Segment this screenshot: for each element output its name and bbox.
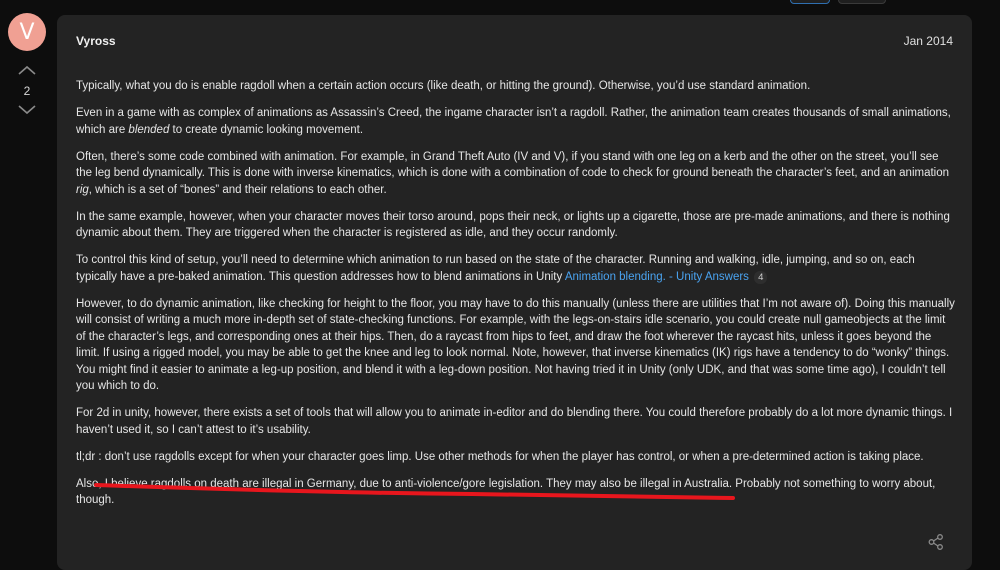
- avatar-letter: V: [19, 19, 35, 45]
- unity-answers-link[interactable]: Animation blending. - Unity Answers: [564, 270, 749, 283]
- post-date[interactable]: Jan 2014: [903, 34, 953, 48]
- link-click-count: 4: [754, 271, 767, 284]
- paragraph: Often, there’s some code combined with animation. For example, in Grand Theft Auto (IV and V), if you stand with one leg on a kerb and the other on the street, you’ll see the leg bend dynamically. This is done with inverse kinematics, which is done with a combination of code to check for ground beneath the character’s feet, and an animation rig, which is a set of “bones” and their relations to each other.: [76, 150, 950, 196]
- paragraph: In the same example, however, when your character moves their torso around, pops their neck, or lights up a cigarette, those are pre-made animations, and there is nothing dynamic about them. They are triggered when the character is registered as idle, and they occur randomly.: [76, 210, 950, 239]
- vote-controls: [14, 62, 40, 118]
- share-icon[interactable]: [927, 533, 945, 551]
- paragraph: For 2d in unity, however, there exists a set of tools that will allow you to animate in-editor and do blending there. You could therefore probably do a lot more dynamic things. I haven’t used it, so I can’t attest to it’s usability.: [76, 407, 953, 436]
- vote-count: 2: [23, 84, 31, 98]
- paragraph: Also, I believe ragdolls on death are illegal in Germany, due to anti-violence/gore legislation. They may also be illegal in Australia. Probably not something to worry about, though.: [76, 477, 936, 506]
- chevron-up-icon[interactable]: [14, 62, 40, 80]
- chevron-down-icon[interactable]: [14, 100, 40, 118]
- post-author[interactable]: Vyross: [76, 34, 116, 48]
- paragraph: Typically, what you do is enable ragdoll when a certain action occurs (like death, or hitting the ground). Otherwise, you’d use standard animation.: [76, 80, 811, 92]
- post-body: [76, 78, 956, 519]
- top-secondary-button[interactable]: [838, 0, 886, 4]
- paragraph: Even in a game with as complex of animations as Assassin’s Creed, the ingame character isn’t a ragdoll. Rather, the animation team creates thousands of small animations, which are blended to create dynamic looking movement.: [76, 107, 951, 136]
- paragraph: However, to do dynamic animation, like checking for height to the floor, you may have to do this manually (unless there are utilities that I’m not aware of). Doing this manually will consist of writing a much more in-depth set of state-checking functions. For example, with the legs-on-stairs idle scenario, you could create null gameobjects at the limit of the character’s legs, and corresponding ones at their hips. Then, do a raycast from hips to feet, and draw the foot wherever the raycast hits, unless it goes beyond the limit. If using a rigged model, you may be able to get the knee and leg to look normal. Note, however, that inverse kinematics (IK) rigs have a tendency to do “wonky” things. You might find it easier to animate a leg-up position, and blend it with a leg-down position. Not having tried it in Unity (only UDK, and that was some time ago), I couldn’t tell you which to do.: [76, 297, 955, 392]
- avatar[interactable]: [8, 13, 46, 51]
- paragraph: tl;dr : don’t use ragdolls except for when your character goes limp. Use other methods for when the player has control, or when a pre-determined action is taking place.: [76, 450, 924, 463]
- top-primary-button[interactable]: [790, 0, 830, 4]
- post-card: [57, 15, 972, 570]
- paragraph: To control this kind of setup, you’ll need to determine which animation to run based on the state of the character. Running and walking, idle, jumping, and so on, each typically have a pre-baked animation. This question addresses how to blend animations in Unity Animation blending. - Unity Answers 4: [76, 254, 915, 283]
